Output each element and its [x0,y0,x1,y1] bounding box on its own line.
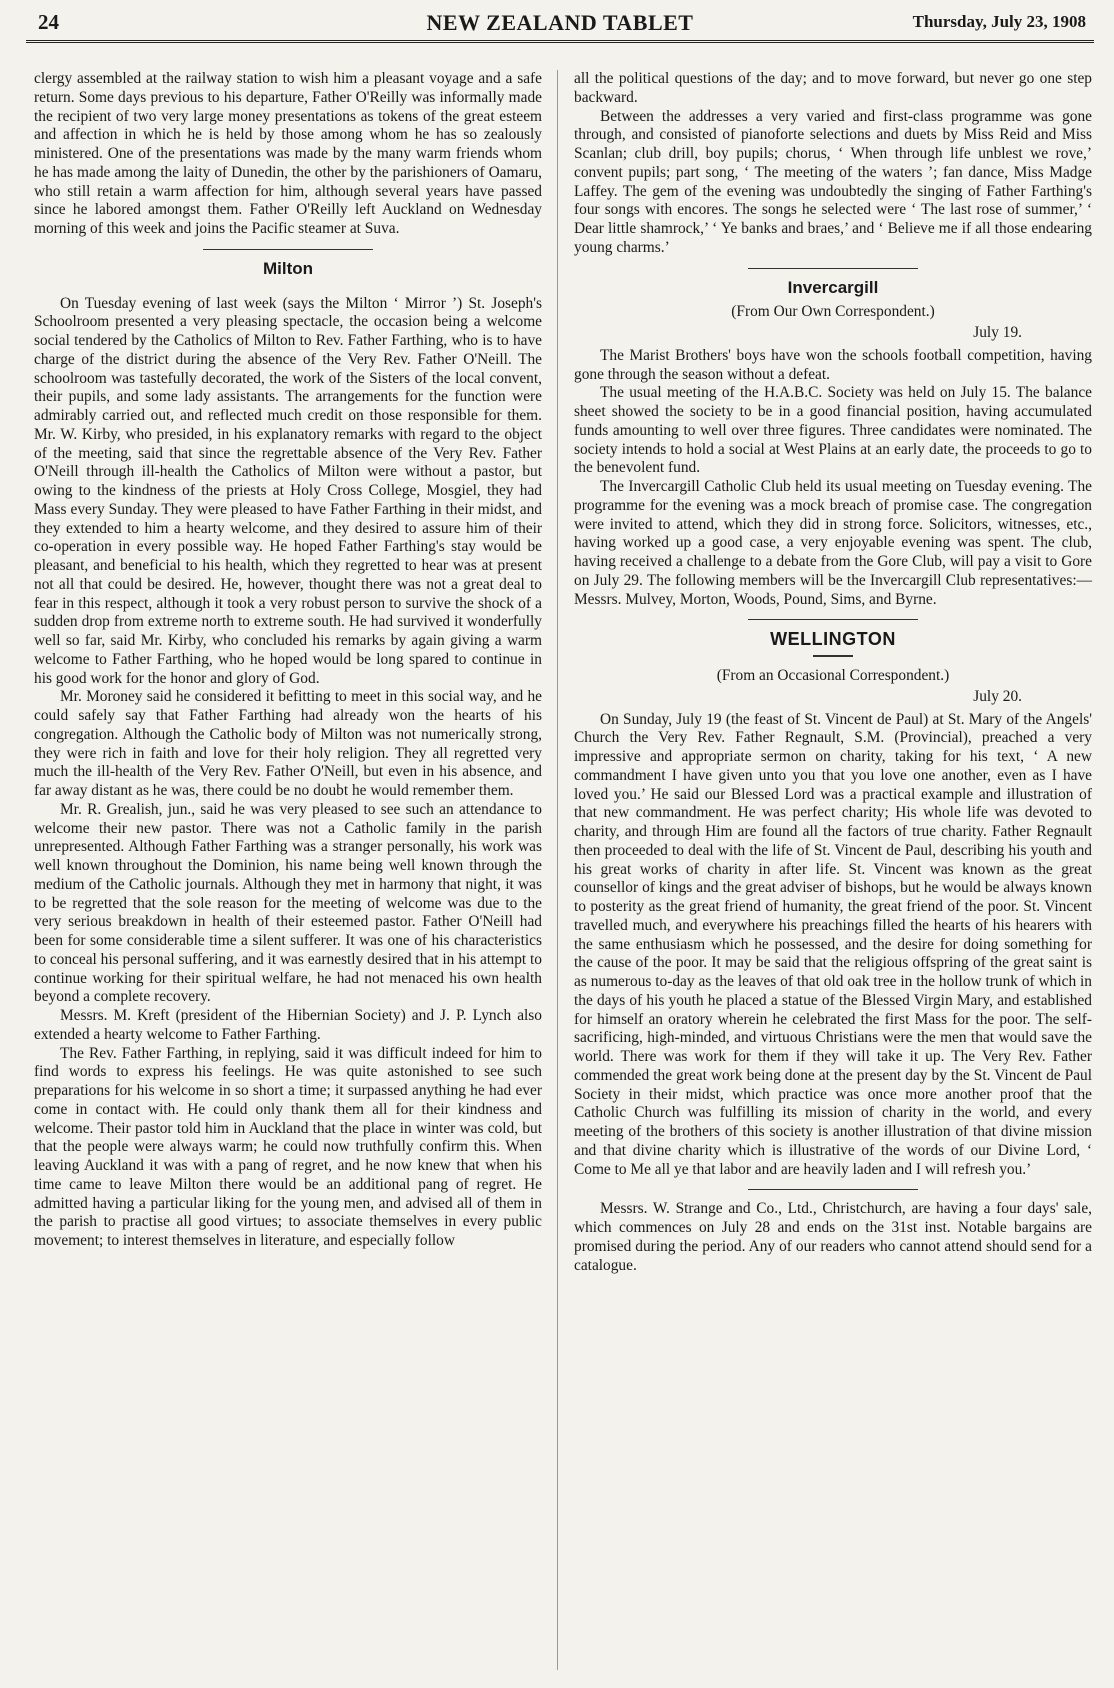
dateline: July 19. [973,324,1022,341]
milton-paragraph: On Tuesday evening of last week (says the Milton ‘ Mirror ’) St. Joseph's Schoolroom presented a very pleasing spectacle, the occasion being a welcome social tendered by the Catholics of Milton to Rev. Father Farthing, who is to have charge of the district during the absence of the Very Rev. Father O'Neill. The schoolroom was tastefully decorated, the work of the Sisters of the local convent, their pupils, and some lady assistants. The arrangements for the function were admirably carried out, and reflected much credit on those responsible for them. Mr. W. Kirby, who presided, in his explanatory remarks with regard to the object of the meeting, said that since the regrettable absence of the Very Rev. Father O'Neill through ill-health the Catholics of Milton were without a pastor, but owing to the kindness of the priests at Holy Cross College, Mosgiel, they had Mass every Sunday. They were pleased to have Father Farthing in their midst, and they extended to him a hearty welcome, and they desired to assure him of their co-operation in every possible way. He hoped Father Farthing's stay would be pleasant, and beneficial to his health, which they regretted to hear was at present not all that could be desired. He, however, thought there was not a great deal to fear in this respect, although it took a very robust person to survive the shock of a sudden drop from extreme north to extreme south. He had survived it wonderfully well so far, said Mr. Kirby, who concluded his remarks by again giving a warm welcome to Father Farthing, who he hoped would be long spared to continue in his good work for the honor and glory of God. [34,294,542,687]
wellington-heading: WELLINGTON [770,629,896,650]
page-number: 24 [38,10,59,34]
left-column [34,70,542,1251]
heading-rule [813,655,853,657]
section-divider [203,249,373,250]
invercargill-paragraph: The Marist Brothers' boys have won the schools football competition, having gone through the season without a defeat. [574,346,1092,383]
invercargill-heading: Invercargill [787,277,879,297]
issue-date: Thursday, July 23, 1908 [912,12,1086,31]
invercargill-paragraph: The usual meeting of the H.A.B.C. Society was held on July 15. The balance sheet showed the society to be in a good financial position, having accumulated funds amounting to well over three figures. Three candidates were nominated. The society intends to hold a social at West Plains at an early date, the proceeds to go to the benevolent fund. [574,384,1092,477]
article-paragraph: Between the addresses a very varied and first-class programme was gone through, and consisted of pianoforte selections and duets by Miss Reid and Miss Scanlan; club drill, boy pupils; chorus, ‘ When through life unblest we rove,’ convent pupils; part song, ‘ The meeting of the waters ’; fan dance, Miss Madge Laffey. The gem of the evening was undoubtedly the singing of Father Farthing's four songs with encores. The songs he selected were ‘ The last rose of summer,’ ‘ Dear little shamrock,’ ‘ Ye banks and braes,’ and ‘ Believe me if all those endearing young charms.’ [574,107,1092,256]
milton-paragraph: Mr. R. Grealish, jun., said he was very pleased to see such an attendance to welcome their new pastor. There was not a Catholic family in the parish unrepresented. Although Father Farthing was a stranger personally, his work was well known throughout the Dominion, his name being well known through the medium of the Catholic journals. Although they met in harmony that night, it was to be regretted that the sole reason for the meeting of welcome was due to the very serious breakdown in health of their esteemed pastor. Father O'Neill had been for some considerable time a silent sufferer. It was one of his characteristics to conceal his personal suffering, and it was earnestly desired that in his attempt to continue working for their spiritual welfare, he had not menaced his own health beyond a complete recovery. [34,800,542,1006]
right-column [574,70,1092,1275]
wellington-paragraph: On Sunday, July 19 (the feast of St. Vincent de Paul) at St. Mary of the Angels' Church the Very Rev. Father Regnault, S.M. (Provincial), preached a very impressive and appropriate sermon on charity, taking for his text, ‘ A new commandment I have given unto you that you love one another, even as I have loved you.’ He said our Blessed Lord was a practical example and illustration of that new commandment. He was perfect charity; His whole life was devoted to charity, and through Him are found all the factors of true charity. Father Regnault then proceeded to deal with the life of St. Vincent de Paul, describing his youth and his great works of charity in after life. St. Vincent was known as the great counsellor of kings and the great adviser of bishops, but he would be always known to posterity as the great friend of humanity, the great friend of the poor. St. Vincent travelled much, and everywhere his preachings filled the hearts of his hearers with the same enthusiasm which he possessed, and the desire for doing something for the cause of the poor. It may be said that the religious offspring of the great saint is as numerous to-day as the leaves of that old oak tree in the hollow trunk of which in the days of his youth he placed a statue of the Blessed Virgin Mary, and established for himself an oratory wherein he celebrated the first Mass for the poor. The self-sacrificing, high-minded, and virtuous Christians were the men that would save the world. There was work for them if they will take it up. The Very Rev. Father commended the great work being done at the present day by the St. Vincent de Paul Society in their midst, which practice was once more another proof that the Catholic Church was fulfilling its mission of charity in the world, and every meeting of the brothers of this society is another illustration of that divine mission and that divine charity which is illustrative of the words of our Divine Lord, ‘ Come to Me all ye that labor and are heavily laden and I will refresh you.’ [574,710,1092,1178]
masthead [26,10,1094,43]
continued-article-text: all the political questions of the day; and to move forward, but never go one step backward. [574,70,1092,106]
section-divider [748,619,918,620]
sale-notice: Messrs. W. Strange and Co., Ltd., Christchurch, are having a four days' sale, which commences on July 28 and ends on the 31st inst. Notable bargains are promised during the period. Any of our readers who cannot attend should send for a catalogue. [574,1200,1092,1274]
newspaper-title: NEW ZEALAND TABLET [426,10,694,35]
correspondent-line: (From an Occasional Correspondent.) [716,667,950,684]
milton-paragraph: The Rev. Father Farthing, in replying, said it was difficult indeed for him to find words to express his feelings. He was quite astonished to see such preparations for his welcome in so short a time; it surpassed anything he had ever come in contact with. He could only thank them all for their kindness and welcome. Their pastor told him in Auckland that the place in winter was cold, but that the people were always warm; he could now truthfully confirm this. When leaving Auckland it was with a pang of regret, and he now knew that when his time came to leave Milton there would be an additional pang of regret. He admitted having a particular liking for the young men, and advised all of them in the parish to practise all good virtues; to associate themselves in every public movement; to interest themselves in literature, and especially follow [34,1044,542,1249]
dateline: July 20. [973,687,1022,705]
milton-paragraph: Messrs. M. Kreft (president of the Hibernian Society) and J. P. Lynch also extended a hearty welcome to Father Farthing. [34,1007,542,1043]
milton-paragraph: Mr. Moroney said he considered it befitting to meet in this social way, and he could safely say that Father Farthing had already won the hearts of his congregation. Although the Catholic body of Milton was not numerically strong, they were rich in faith and love for their holy religion. They all regretted very much the ill-health of the Very Rev. Father O'Neill, but even in his absence, and far away distant as he was, there could be no doubt he would remember them. [34,688,542,799]
continued-article-text: clergy assembled at the railway station to wish him a pleasant voyage and a safe return. Some days previous to his departure, Father O'Reilly was informally made the recipient of two very large money presentations as tokens of the great esteem and affection in which he is held by those among whom he has so zealously ministered. One of the presentations was made by the many warm friends whom he has made among the laity of Dunedin, the other by the parishioners of Oamaru, who still retain a warm affection for him, although several years have passed since he labored amongst them. Father O'Reilly left Auckland on Wednesday morning of this week and joins the Pacific steamer at Suva. [34,70,542,237]
section-divider [748,268,918,269]
milton-heading: Milton [262,258,314,278]
invercargill-paragraph: The Invercargill Catholic Club held its usual meeting on Tuesday evening. The programme for the evening was a mock breach of promise case. The congregation were invited to attend, which they did in strong force. Solicitors, witnesses, etc., having worked up a good case, a very enjoyable evening was spent. The club, having received a challenge to a debate from the Gore Club, will pay a visit to Gore on July 29. The following members will be the Invercargill Club representatives:—Messrs. Mulvey, Morton, Woods, Pound, Sims, and Byrne. [574,478,1092,608]
column-divider [557,70,558,1670]
correspondent-line: (From Our Own Correspondent.) [731,303,935,321]
section-divider [748,1189,918,1190]
